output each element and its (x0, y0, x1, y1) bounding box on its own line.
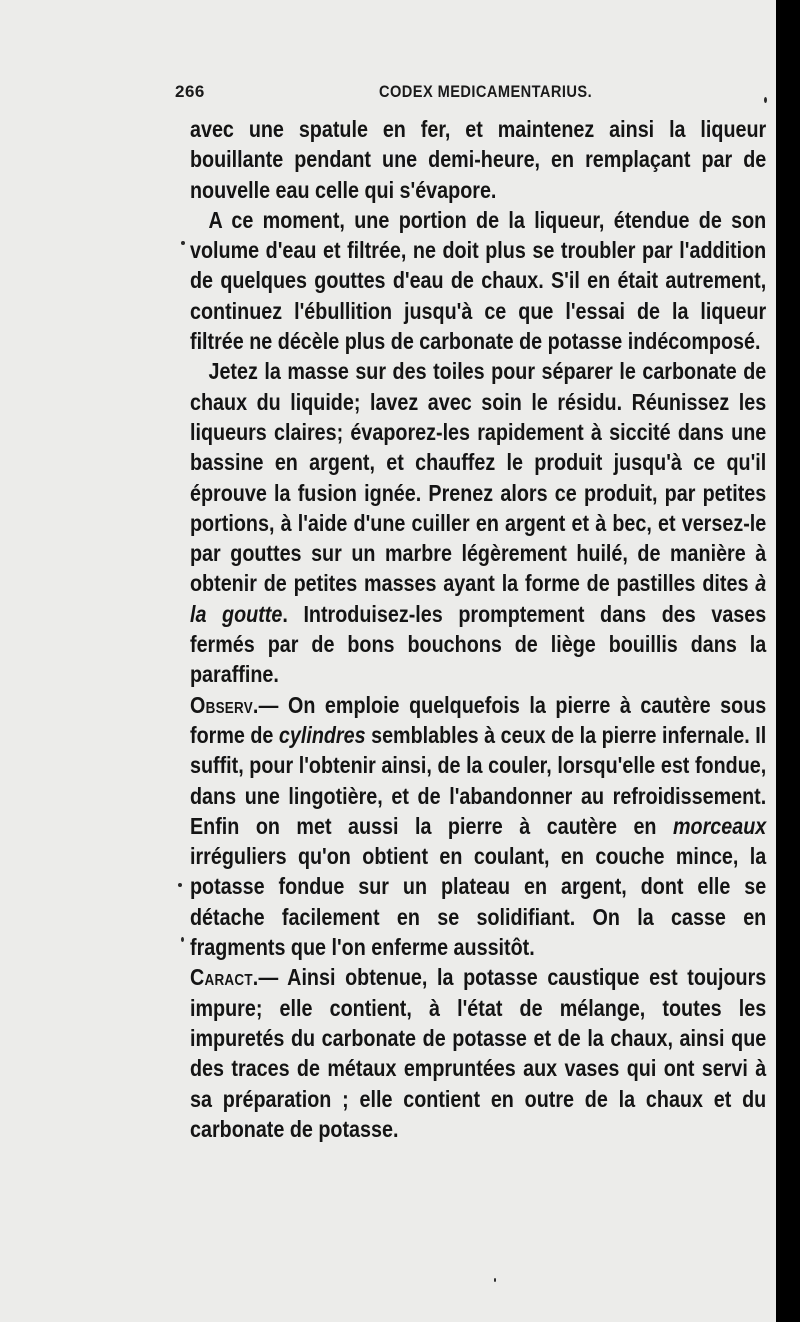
observ-text-before: — On emploie quelquefois la pierre à cautère sous forme de (190, 691, 767, 748)
paragraph-observ (190, 690, 766, 963)
paragraph-1-text: avec une spatule en fer, et maintenez ainsi la liqueur bouillante pendant une demi-heure, en remplaçant par de nouvelle eau celle qui s'évapore. (190, 116, 767, 203)
running-title: CODEX MEDICAMENTARIUS. (379, 82, 593, 101)
ink-speck (494, 1278, 496, 1282)
observ-text-after: irréguliers qu'on obtient en coulant, en couche mince, la potasse fondue sur un plateau en argent, dont elle se détache facilement en se solidifiant. On la casse en fragments que l'on enferme aussitôt. (190, 843, 767, 961)
paragraph-2-text: A ce moment, une portion de la liqueur, étendue de son volume d'eau et filtrée, ne doit plus se troubler par l'addition de quelques gouttes d'eau de chaux. S'il en était autrement, continuez l'ébullition jusqu'à ce que l'essai de la liqueur filtrée ne décèle plus de carbonate de potasse indécomposé. (190, 206, 767, 355)
observ-label: Observ. (190, 691, 259, 718)
paragraph-3 (190, 356, 766, 689)
paragraph-caract (190, 962, 766, 1144)
paragraph-1 (190, 114, 766, 205)
ink-speck (181, 937, 184, 942)
ink-speck (178, 883, 182, 887)
scan-border (776, 0, 800, 1322)
paragraph-3-text-before: Jetez la masse sur des toiles pour séparer le carbonate de chaux du liquide; lavez avec soin le résidu. Réunissez les liqueurs claires; évaporez-les rapidement à siccité dans une bassine en argent, et chauffez le produit jusqu'à ce qu'il éprouve la fusion ignée. Prenez alors ce produit, par petites portions, à l'aide d'une cuiller en argent et à bec, et versez-le par gouttes sur un marbre légèrement huilé, de manière à obtenir de petites masses ayant la forme de pastilles dites (190, 358, 767, 597)
caract-label: Caract. (190, 964, 259, 991)
page-header (173, 82, 770, 106)
observ-text-middle: semblables à ceux de la pierre infernale. Il suffit, pour l'obtenir ainsi, de la couler, lorsqu'elle est fondue, dans une lingotière, et de l'abandonner au refroidissement. Enfin on met aussi la pierre à cautère en (190, 721, 767, 839)
body-text (190, 114, 766, 1144)
ink-speck (764, 97, 767, 103)
paragraph-3-italic: à la goutte (190, 570, 767, 627)
paragraph-2 (190, 205, 766, 356)
page-number: 266 (175, 82, 205, 101)
observ-italic-morceaux: morceaux (672, 812, 767, 839)
caract-text: — Ainsi obtenue, la potasse caustique est toujours impure; elle contient, à l'état de mélange, toutes les impuretés du carbonate de potasse et de la chaux, ainsi que des traces de métaux empruntées aux vases qui ont servi à sa préparation ; elle contient en outre de la chaux et du carbonate de potasse. (190, 964, 767, 1142)
paragraph-3-text-after: . Introduisez-les promptement dans des vases fermés par de bons bouchons de liège bouillis dans la paraffine. (190, 600, 767, 688)
observ-italic-cylindres: cylindres (278, 721, 366, 748)
ink-speck (181, 241, 185, 245)
